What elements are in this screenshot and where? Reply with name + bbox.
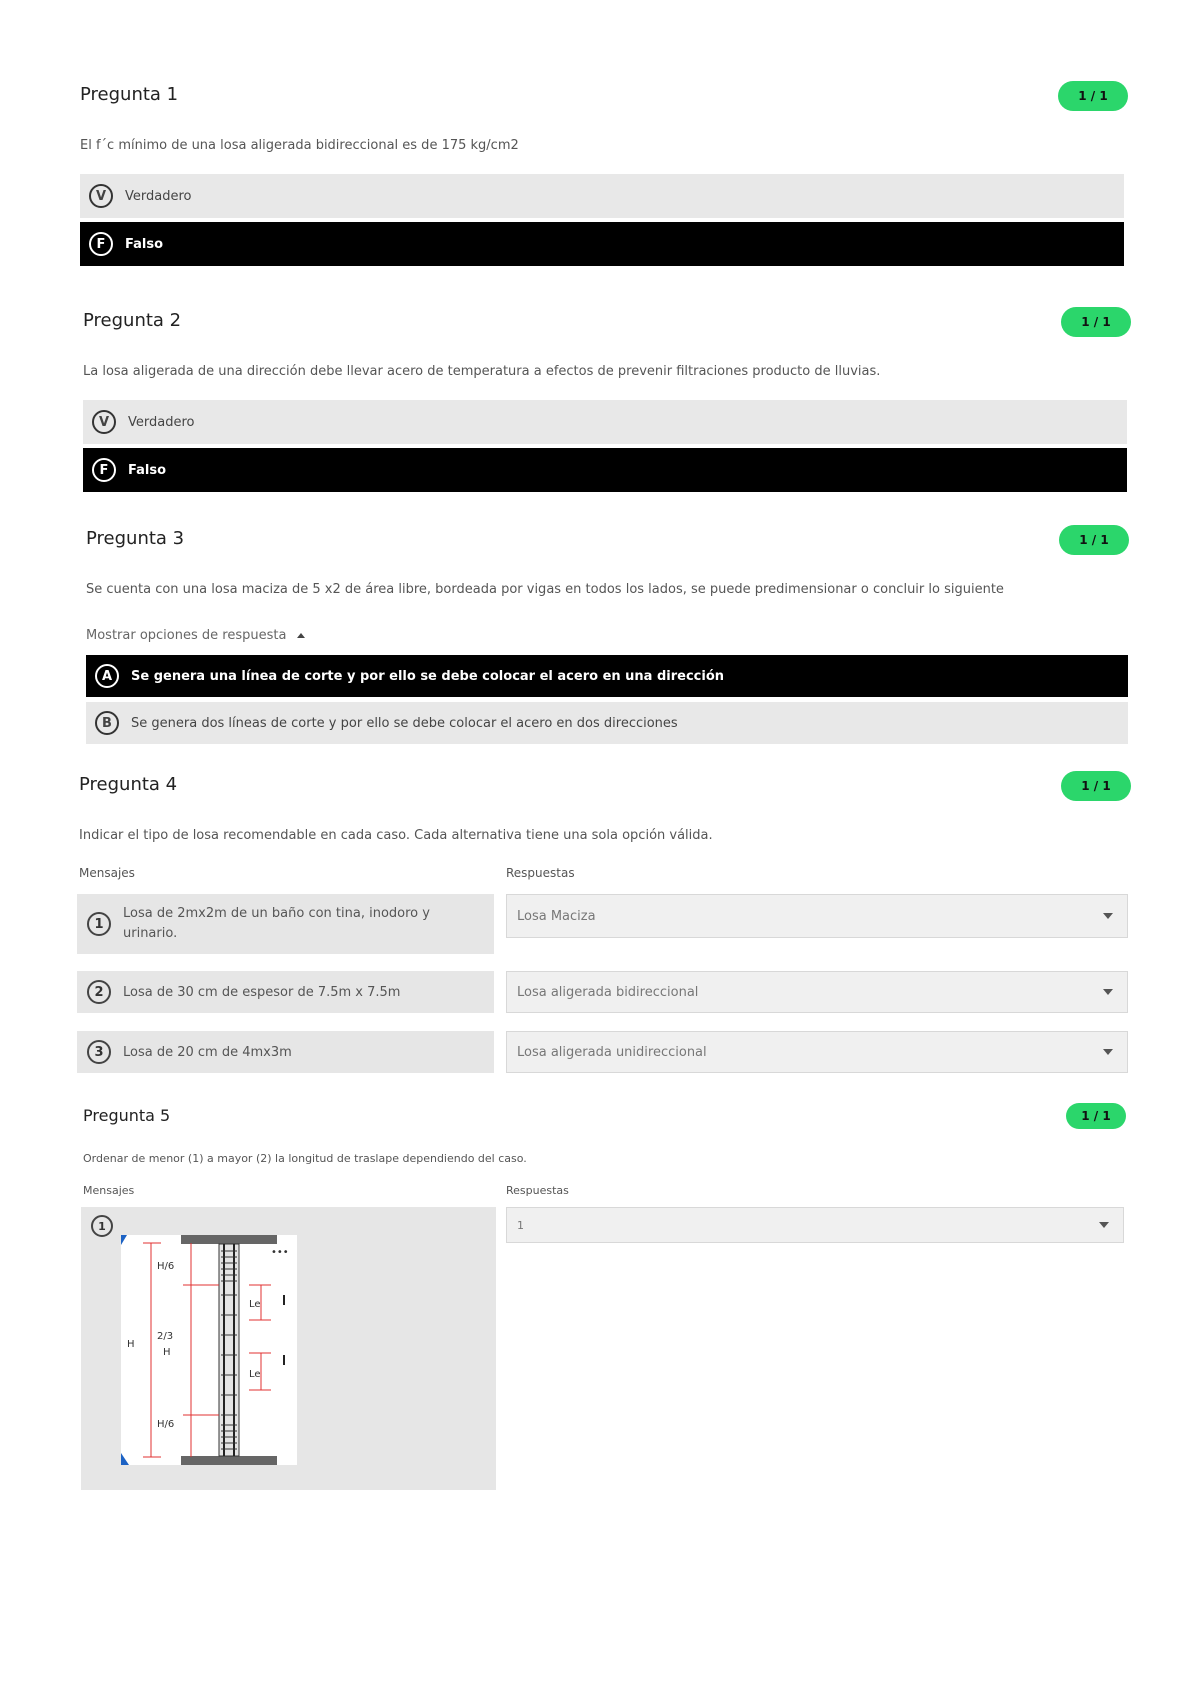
diagram-label-le-bottom: Le <box>249 1369 261 1380</box>
q5-messages-header: Mensajes <box>83 1184 135 1197</box>
q5-message-1 <box>81 1207 496 1490</box>
q5-prompt: Ordenar de menor (1) a mayor (2) la longitud de traslape dependiendo del caso. <box>83 1152 527 1165</box>
diagram-corner-mark-bottom <box>121 1453 129 1465</box>
diagram-label-le-top: Le <box>249 1299 261 1310</box>
q3-title: Pregunta 3 <box>86 528 185 549</box>
q4-answer-1-value: Losa Maciza <box>517 908 596 924</box>
diagram-label-two-thirds: 2/3 <box>157 1331 174 1342</box>
caret-down-icon <box>1103 1049 1113 1055</box>
diagram-more-icon: ••• <box>271 1247 289 1258</box>
caret-down-icon <box>1099 1222 1109 1228</box>
caret-down-icon <box>1103 913 1113 919</box>
q1-option-true-letter: V <box>89 184 113 208</box>
q1-option-false-letter: F <box>89 232 113 256</box>
diagram-label-h-total: H <box>127 1339 135 1350</box>
q4-title: Pregunta 4 <box>79 774 178 795</box>
q1-score-badge: 1 / 1 <box>1058 81 1128 111</box>
q3-option-a-letter: A <box>95 664 119 688</box>
q4-message-3 <box>77 1031 494 1073</box>
q1-option-true-label: Verdadero <box>125 188 192 204</box>
chevron-up-icon <box>297 633 305 638</box>
q3-option-a[interactable] <box>86 655 1128 697</box>
q4-message-1-text-line1: Losa de 2mx2m de un baño con tina, inodoro y <box>123 906 430 921</box>
q4-message-1-text-line2: urinario. <box>123 926 178 941</box>
q4-prompt: Indicar el tipo de losa recomendable en cada caso. Cada alternativa tiene una sola opción válida. <box>79 828 713 843</box>
q5-title: Pregunta 5 <box>83 1106 171 1125</box>
q4-answer-3-value: Losa aligerada unidireccional <box>517 1044 707 1060</box>
diagram-label-h-fraction: H <box>163 1347 171 1358</box>
q4-answers-header: Respuestas <box>506 866 575 880</box>
q3-show-options-label: Mostrar opciones de respuesta <box>86 628 287 643</box>
q2-option-true[interactable] <box>83 400 1127 444</box>
q5-score-badge: 1 / 1 <box>1066 1103 1126 1129</box>
q4-message-1 <box>77 894 494 954</box>
q2-option-false[interactable] <box>83 448 1127 492</box>
q1-prompt: El f´c mínimo de una losa aligerada bidireccional es de 175 kg/cm2 <box>80 138 519 153</box>
q2-option-false-letter: F <box>92 458 116 482</box>
diagram-column <box>219 1244 239 1456</box>
q2-prompt: La losa aligerada de una dirección debe llevar acero de temperatura a efectos de prevenir filtraciones producto de lluvias. <box>83 364 881 379</box>
q4-score-badge: 1 / 1 <box>1061 771 1131 801</box>
caret-down-icon <box>1103 989 1113 995</box>
q4-answer-2-value: Losa aligerada bidireccional <box>517 984 699 1000</box>
diagram-bottom-beam <box>181 1456 277 1465</box>
q2-option-true-label: Verdadero <box>128 414 195 430</box>
q2-title: Pregunta 2 <box>83 310 182 331</box>
q4-message-1-number: 1 <box>87 912 111 936</box>
q2-score-badge: 1 / 1 <box>1061 307 1131 337</box>
q4-answer-1-select[interactable] <box>506 894 1128 938</box>
q3-option-b-label: Se genera dos líneas de corte y por ello se debe colocar el acero en dos direcciones <box>131 715 678 731</box>
q4-answer-3-select[interactable] <box>506 1031 1128 1073</box>
q4-message-2-number: 2 <box>87 980 111 1004</box>
q2-option-true-letter: V <box>92 410 116 434</box>
q4-message-2 <box>77 971 494 1013</box>
q3-show-options-toggle[interactable] <box>86 628 305 643</box>
diagram-top-beam <box>181 1235 277 1244</box>
q3-option-b-letter: B <box>95 711 119 735</box>
q5-answer-1-value: 1 <box>517 1218 524 1232</box>
q1-option-true[interactable] <box>80 174 1124 218</box>
q4-messages-header: Mensajes <box>79 866 135 880</box>
q3-option-a-label: Se genera una línea de corte y por ello se debe colocar el acero en una dirección <box>131 668 725 684</box>
column-lap-splice-diagram <box>121 1235 297 1465</box>
q5-answer-1-select[interactable] <box>506 1207 1124 1243</box>
q5-answers-header: Respuestas <box>506 1184 569 1197</box>
q4-message-2-text: Losa de 30 cm de espesor de 7.5m x 7.5m <box>123 984 401 1000</box>
diagram-label-h6-top: H/6 <box>157 1261 175 1272</box>
q5-message-1-number: 1 <box>91 1215 113 1237</box>
diagram-label-h6-bottom: H/6 <box>157 1419 175 1430</box>
q4-answer-2-select[interactable] <box>506 971 1128 1013</box>
q4-message-3-number: 3 <box>87 1040 111 1064</box>
q1-option-false[interactable] <box>80 222 1124 266</box>
diagram-corner-mark-top <box>121 1235 127 1245</box>
q1-title: Pregunta 1 <box>80 84 179 105</box>
q3-score-badge: 1 / 1 <box>1059 525 1129 555</box>
q2-option-false-label: Falso <box>128 462 167 478</box>
q3-prompt: Se cuenta con una losa maciza de 5 x2 de área libre, bordeada por vigas en todos los lados, se puede predimensionar o concluir lo siguiente <box>86 582 1004 597</box>
q1-option-false-label: Falso <box>125 236 164 252</box>
q4-message-3-text: Losa de 20 cm de 4mx3m <box>123 1044 292 1060</box>
q3-option-b[interactable] <box>86 702 1128 744</box>
